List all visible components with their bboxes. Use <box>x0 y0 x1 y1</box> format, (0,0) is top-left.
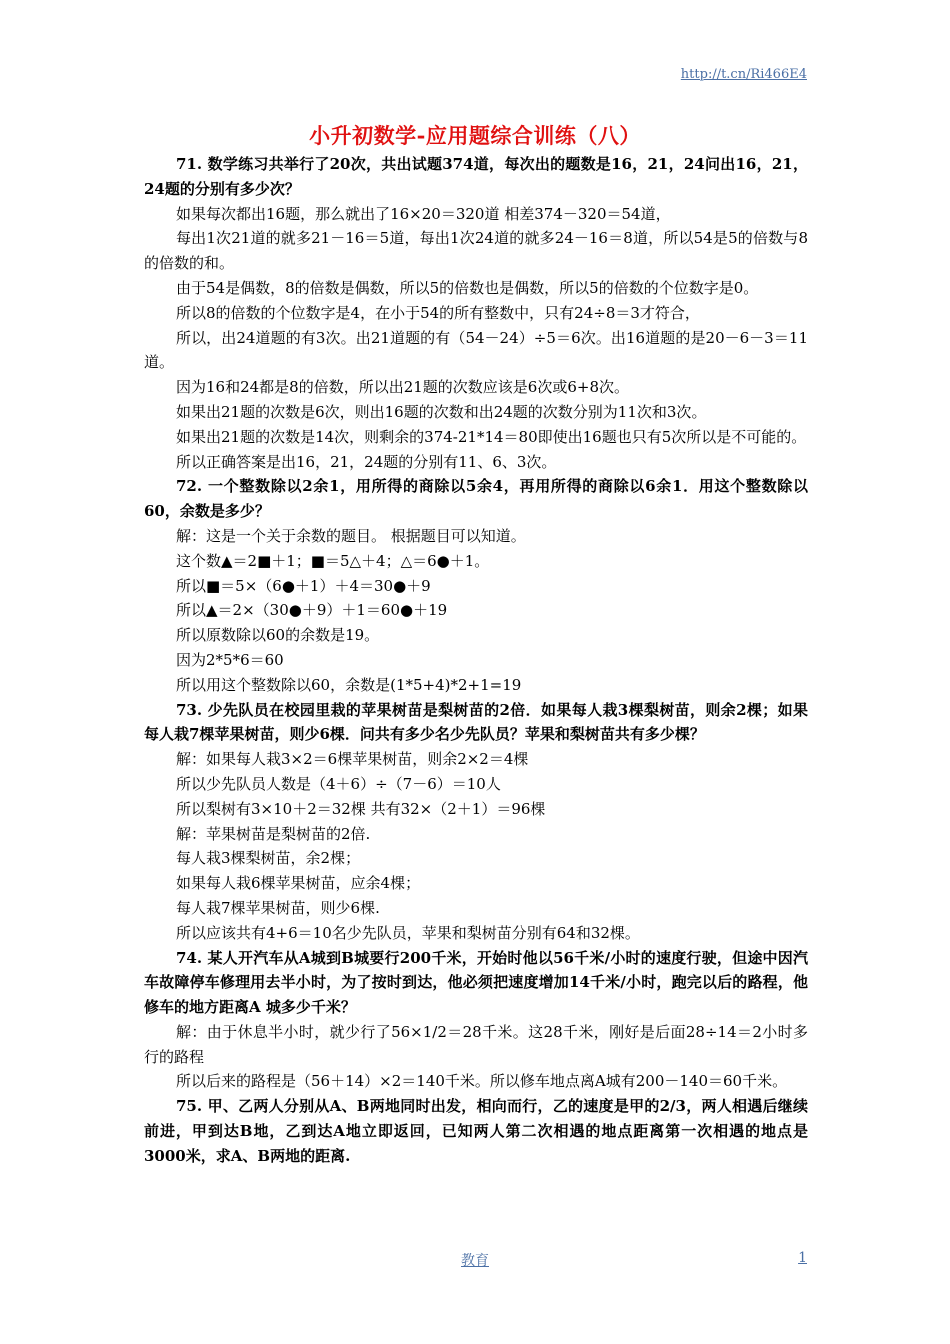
footer-link[interactable]: 教育 <box>461 1253 489 1269</box>
answer-paragraph: 由于54是偶数，8的倍数是偶数，所以5的倍数也是偶数，所以5的倍数的个位数字是0。 <box>176 278 759 297</box>
answer-paragraph: 解：如果每人栽3×2＝6棵苹果树苗，则余2×2＝4棵 <box>176 750 529 769</box>
answer-paragraph: 如果每人栽6棵苹果树苗，应余4棵； <box>176 874 421 893</box>
answer-paragraph: 所以用这个整数除以60，余数是(1*5+4)*2+1=19 <box>176 675 522 694</box>
page-title: 小升初数学-应用题综合训练（八） <box>309 123 641 148</box>
answer-paragraph: 每人栽7棵苹果树苗，则少6棵. <box>176 898 380 917</box>
answer-paragraph: 所以8的倍数的个位数字是4，在小于54的所有整数中，只有24÷8＝3才符合， <box>176 303 700 322</box>
answer-paragraph: 每人栽3棵梨树苗，余2棵； <box>176 849 361 868</box>
answer-paragraph: 所以原数除以60的余数是19。 <box>176 626 380 645</box>
answer-paragraph: 因为16和24都是8的倍数，所以出21题的次数应该是6次或6+8次。 <box>176 378 630 397</box>
question-paragraph: 73. 少先队员在校园里栽的苹果树苗是梨树苗的2倍．如果每人栽3棵梨树苗，则余2棵；如果每人栽7棵苹果树苗，则少6棵．问共有多少名少先队员？苹果和梨树苗共有多少棵？ <box>144 700 808 744</box>
answer-paragraph: 所以，出24道题的有3次。出21道题的有（54－24）÷5＝6次。出16道题的是20－6－3＝11道。 <box>144 328 808 372</box>
answer-paragraph: 所以梨树有3×10＋2＝32棵 共有32×（2＋1）＝96棵 <box>176 799 546 818</box>
document-body <box>144 152 808 1169</box>
answer-paragraph: 每出1次21道的就多21－16＝5道，每出1次24道的就多24－16＝8道，所以54是5的倍数与8的倍数的和。 <box>144 229 808 273</box>
answer-paragraph: 如果出21题的次数是6次，则出16题的次数和出24题的次数分别为11次和3次。 <box>176 402 707 421</box>
question-paragraph: 74. 某人开汽车从A城到B城要行200千米，开始时他以56千米/小时的速度行驶，但途中因汽车故障停车修理用去半小时，为了按时到达，他必须把速度增加14千米/小时，跑完以后的路程，他修车的地方距离A 城多少千米？ <box>144 948 808 1017</box>
answer-paragraph: 因为2*5*6＝60 <box>176 650 284 669</box>
answer-paragraph: 如果出21题的次数是14次，则剩余的374-21*14＝80即使出16题也只有5次所以是不可能的。 <box>176 427 807 446</box>
answer-paragraph: 解：苹果树苗是梨树苗的2倍. <box>176 824 371 843</box>
answer-paragraph: 所以▲＝2×（30●＋9）＋1＝60●＋19 <box>176 601 448 620</box>
answer-paragraph: 所以应该共有4+6＝10名少先队员，苹果和梨树苗分别有64和32棵。 <box>176 923 640 942</box>
answer-paragraph: 解：这是一个关于余数的题目。 根据题目可以知道。 <box>176 526 526 545</box>
answer-paragraph: 解：由于休息半小时，就少行了56×1/2＝28千米。这28千米，刚好是后面28÷14＝2小时多行的路程 <box>144 1022 808 1066</box>
answer-paragraph: 所以少先队员人数是（4＋6）÷（7－6）＝10人 <box>176 774 501 793</box>
answer-paragraph: 这个数▲＝2■＋1；■＝5△＋4；△＝6●＋1。 <box>176 551 490 570</box>
page-number: 1 <box>798 1250 807 1266</box>
question-paragraph: 72. 一个整数除以2余1，用所得的商除以5余4，再用所得的商除以6余1．用这个整数除以60，余数是多少？ <box>144 477 808 521</box>
header-link[interactable]: http://t.cn/Ri466E4 <box>680 67 807 82</box>
answer-paragraph: 如果每次都出16题，那么就出了16×20＝320道 相差374－320＝54道， <box>176 204 671 223</box>
question-paragraph: 71. 数学练习共举行了20次，共出试题374道，每次出的题数是16，21，24问出16，21，24题的分别有多少次？ <box>144 155 808 198</box>
question-paragraph: 75. 甲、乙两人分别从A、B两地同时出发，相向而行，乙的速度是甲的2/3，两人相遇后继续前进，甲到达B地，乙到达A地立即返回，已知两人第二次相遇的地点距离第一次相遇的地点是3000米，求A、B两地的距离. <box>144 1097 808 1165</box>
answer-paragraph: 所以■＝5×（6●＋1）＋4＝30●＋9 <box>176 576 431 595</box>
answer-paragraph: 所以正确答案是出16，21，24题的分别有11、6、3次。 <box>176 452 557 471</box>
answer-paragraph: 所以后来的路程是（56＋14）×2＝140千米。所以修车地点离A城有200－140＝60千米。 <box>176 1072 788 1091</box>
